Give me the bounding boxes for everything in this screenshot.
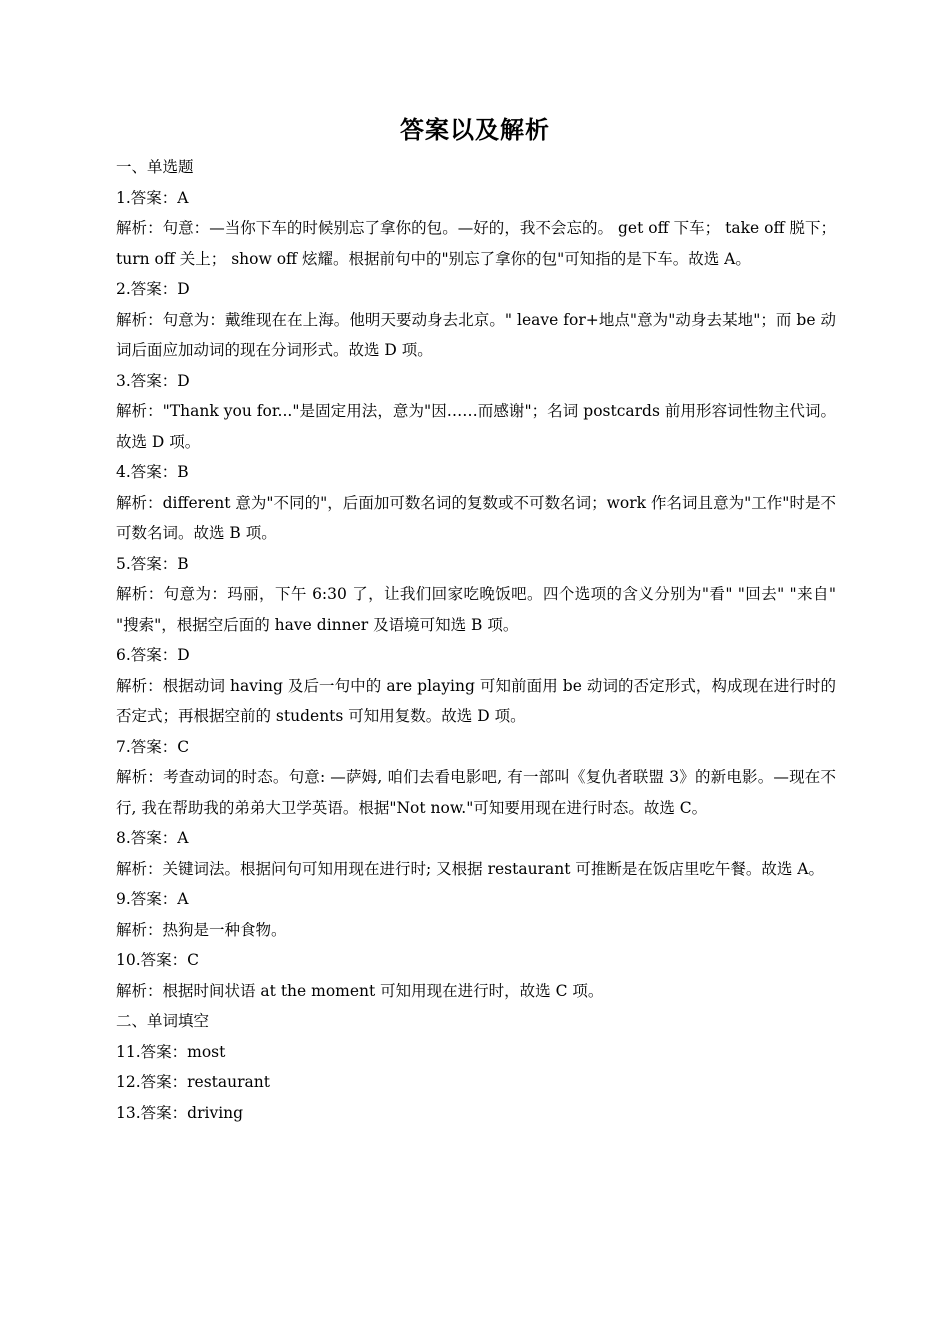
analysis-paragraph: 解析：热狗是一种食物。 [116, 920, 287, 939]
answer-line: 11.答案：most [116, 1042, 226, 1061]
answer-line: 3.答案：D [116, 371, 190, 390]
answer-line: 2.答案：D [116, 280, 190, 298]
analysis-paragraph: 解析：考查动词的时态。句意: —萨姆, 咱们去看电影吧, 有一部叫《复仇者联盟 3》的新电影。—现在不行, 我在帮助我的弟弟大卫学英语。根据"Not now."可知要用现在进行时态。故选 C。 [116, 768, 836, 817]
section-heading-word-fill: 二、单词填空 [116, 1012, 210, 1030]
answer-line: 7.答案：C [116, 737, 190, 756]
answer-content [116, 152, 836, 1128]
analysis-paragraph: 解析：根据时间状语 at the moment 可知用现在进行时，故选 C 项。 [116, 981, 604, 1000]
answer-line: 5.答案：B [116, 554, 189, 573]
analysis-paragraph: 解析：句意为：戴维现在在上海。他明天要动身去北京。" leave for+地点"意为"动身去某地"；而 be 动词后面应加动词的现在分词形式。故选 D 项。 [116, 310, 836, 359]
answer-line: 1.答案：A [116, 188, 189, 207]
answer-line: 4.答案：B [116, 463, 189, 481]
analysis-paragraph: 解析：句意为：玛丽，下午 6:30 了，让我们回家吃晚饭吧。四个选项的含义分别为"看" "回去" "来自" "搜索"，根据空后面的 have dinner 及语境可知选 B 项。 [116, 585, 836, 634]
page-title: 答案以及解析 [400, 115, 550, 144]
answer-line: 12.答案：restaurant [116, 1073, 271, 1091]
answer-line: 13.答案：driving [116, 1103, 244, 1122]
analysis-paragraph: 解析："Thank you for..."是固定用法，意为"因……而感谢"；名词 postcards 前用形容词性物主代词。故选 D 项。 [116, 402, 836, 451]
analysis-paragraph: 解析：句意：—当你下车的时候别忘了拿你的包。—好的，我不会忘的。 get off 下车； take off 脱下； turn off 关上； show off 炫耀。根据前句中的"别忘了拿你的包"可知指的是下车。故选 A。 [116, 219, 836, 268]
answer-line: 9.答案：A [116, 890, 189, 908]
section-heading-single-choice: 一、单选题 [116, 158, 194, 176]
analysis-paragraph: 解析：关键词法。根据问句可知用现在进行时; 又根据 restaurant 可推断是在饭店里吃午餐。故选 A。 [116, 859, 824, 878]
answer-line: 8.答案：A [116, 829, 189, 847]
answer-line: 6.答案：D [116, 646, 190, 664]
analysis-paragraph: 解析：根据动词 having 及后一句中的 are playing 可知前面用 be 动词的否定形式，构成现在进行时的否定式；再根据空前的 students 可知用复数。故选 D 项。 [116, 676, 836, 725]
answer-line: 10.答案：C [116, 951, 200, 969]
analysis-paragraph: 解析：different 意为"不同的"，后面加可数名词的复数或不可数名词；work 作名词且意为"工作"时是不可数名词。故选 B 项。 [116, 493, 836, 542]
